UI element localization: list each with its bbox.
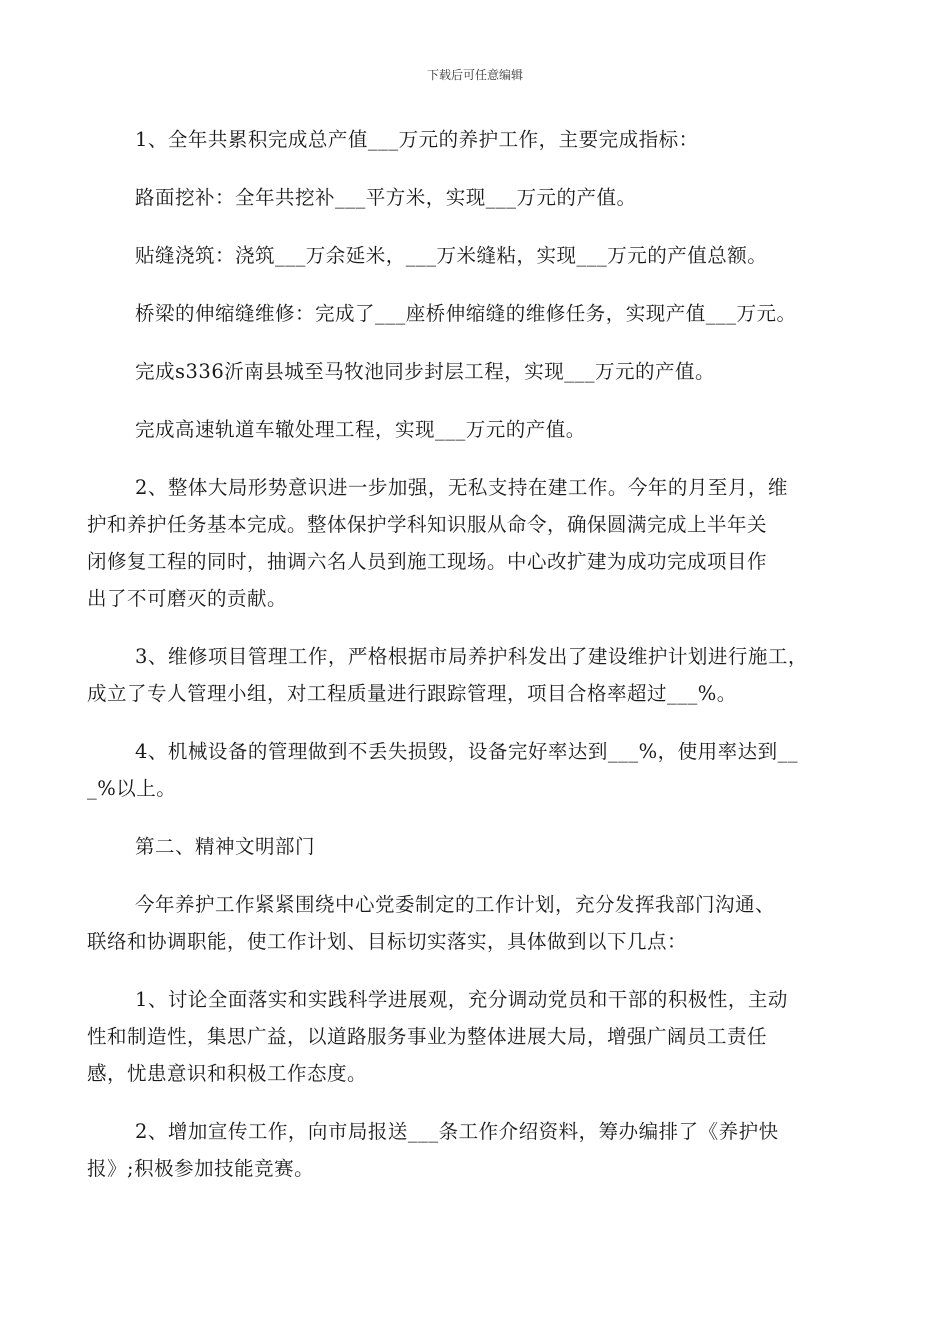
text-line: 贴缝浇筑：浇筑___万余延米，___万米缝粘，实现___万元的产值总额。 xyxy=(135,244,768,267)
text-line: 3、维修项目管理工作，严格根据市局养护科发出了建设维护计划进行施工， xyxy=(135,645,808,668)
text-line: 1、讨论全面落实和实践科学进展观，充分调动党员和干部的积极性，主动 xyxy=(135,988,788,1011)
text-line: 路面挖补：全年共挖补___平方米，实现___万元的产值。 xyxy=(135,186,637,209)
text-line: 2、增加宣传工作，向市局报送___条工作介绍资料，筹办编排了《养护快 xyxy=(135,1120,779,1143)
text-line: 联络和协调职能，使工作计划、目标切实落实，具体做到以下几点： xyxy=(87,930,688,953)
text-line: 桥梁的伸缩缝维修：完成了___座桥伸缩缝的维修任务，实现产值___万元。 xyxy=(135,302,797,325)
section-heading: 第二、精神文明部门 xyxy=(135,835,316,858)
text-line: 性和制造性，集思广益，以道路服务事业为整体进展大局，增强广阔员工责任 xyxy=(87,1025,768,1048)
text-line: 报》;积极参加技能竞赛。 xyxy=(87,1157,315,1180)
page-header: 下载后可任意编辑 xyxy=(426,68,523,82)
text-line: _%以上。 xyxy=(87,777,177,800)
text-line: 感，忧患意识和积极工作态度。 xyxy=(87,1062,368,1085)
text-line: 护和养护任务基本完成。整体保护学科知识服从命令，确保圆满完成上半年关 xyxy=(87,513,768,536)
text-line: 闭修复工程的同时，抽调六名人员到施工现场。中心改扩建为成功完成项目作 xyxy=(87,550,768,573)
text-line: 1、全年共累积完成总产值___万元的养护工作，主要完成指标： xyxy=(135,128,699,151)
text-line: 完成高速轨道车辙处理工程，实现___万元的产值。 xyxy=(135,418,586,441)
text-line: 今年养护工作紧紧围绕中心党委制定的工作计划，充分发挥我部门沟通、 xyxy=(135,893,776,916)
text-line: 完成s336沂南县城至马牧池同步封层工程，实现___万元的产值。 xyxy=(135,360,715,383)
text-line: 2、整体大局形势意识进一步加强，无私支持在建工作。今年的月至月，维 xyxy=(135,476,788,499)
text-line: 成立了专人管理小组，对工程质量进行跟踪管理，项目合格率超过___%。 xyxy=(87,682,737,705)
text-line: 4、机械设备的管理做到不丢失损毁，设备完好率达到___%，使用率达到__ xyxy=(135,740,799,763)
text-line: 出了不可磨灭的贡献。 xyxy=(87,587,288,610)
